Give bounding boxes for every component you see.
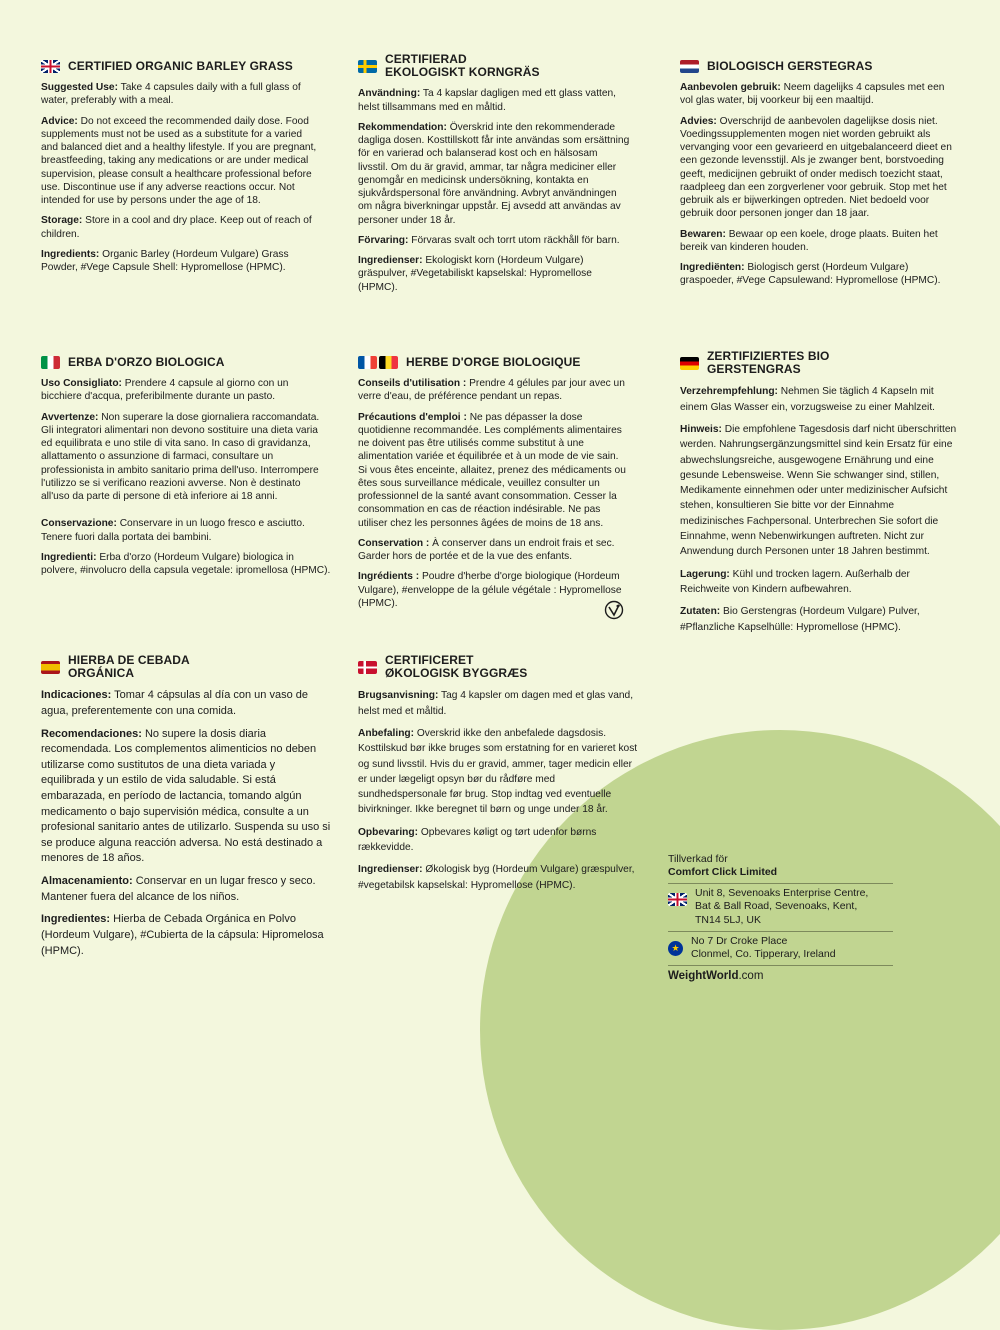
- advice: Recomendaciones: No supere la dosis diaria recomendada. Los complementos alimenticios no deben utilizarse como sustitutos de una dieta variada y equilibrada y un estilo de vida saludable. Si está embarazada, en período de lactancia, tomando algún medicamento o bajo supervisión médica, consulte a un profesional sanitario antes de utilizarlo. Suspenda su uso si se produce alguna reacción adversa. No está destinado a menores de 18 años.: [41, 727, 331, 865]
- section-title: ERBA D'ORZO BIOLOGICA: [68, 355, 225, 369]
- section-title: HIERBA DE CEBADA ORGÁNICA: [68, 653, 190, 681]
- spain-flag-icon: [41, 661, 60, 674]
- section-german: [680, 350, 958, 642]
- eu-address: [668, 931, 893, 965]
- brand-website: WeightWorld.com: [668, 965, 893, 983]
- ingredients: Zutaten: Bio Gerstengras (Hordeum Vulgare) Pulver, #Pflanzliche Kapselhülle: Hypromellose (HPMC).: [680, 606, 920, 633]
- storage: Almacenamiento: Conservar en un lugar fresco y seco. Mantener fuera del alcance de los niños.: [41, 875, 316, 903]
- section-title: ZERTIFIZIERTES BIO GERSTENGRAS: [707, 349, 830, 377]
- suggested-use: Suggested Use: Take 4 capsules daily with a full glass of water, preferably with a meal.: [41, 82, 301, 107]
- storage: Conservation : À conserver dans un endroit frais et sec. Garder hors de portée et de la vue des enfants.: [358, 537, 615, 563]
- suggested-use: Användning: Ta 4 kapslar dagligen med ett glass vatten, helst tillsammans med en måltid.: [358, 88, 617, 113]
- eu-flag-icon: ★: [668, 941, 683, 956]
- address-line: Clonmel, Co. Tipperary, Ireland: [691, 947, 836, 960]
- address-line: Bat & Ball Road, Sevenoaks, Kent,: [695, 900, 858, 913]
- advice: Anbefaling: Overskrid ikke den anbefalede dagsdosis. Kosttilskud bør ikke bruges som erstatning for en varieret kost og sund livsstil. Hvis du er gravid, ammer, tager medicin eller er under lægeligt opsyn bør du rådføre med sundhedspersonale før brug. Stop indtag ved eventuelle bivirkninger. Ikke beregnet til børn og unge under 18 år.: [358, 727, 638, 816]
- address-line: Unit 8, Sevenoaks Enterprise Centre,: [695, 887, 869, 900]
- ingredients: Ingredientes: Hierba de Cebada Orgánica en Polvo (Hordeum Vulgare), #Cubierta de la cápsula: Hipromelosa (HPMC).: [41, 913, 324, 957]
- section-spanish: [41, 654, 331, 966]
- address-line: TN14 5LJ, UK: [695, 913, 761, 926]
- ingredients: Ingredienser: Økologisk byg (Hordeum Vulgare) græspulver, #vegetabilsk kapselskal: Hypromellose (HPMC).: [358, 864, 635, 891]
- made-for-label: Tillverkad för: [668, 853, 728, 865]
- ingredients: Ingrédients : Poudre d'herbe d'orge biologique (Hordeum Vulgare), #enveloppe de la gélule végétale : Hypromellose (HPMC).: [358, 571, 622, 609]
- storage: Bewaren: Bewaar op een koele, droge plaats. Buiten het bereik van kinderen houden.: [680, 228, 938, 253]
- section-dutch: [680, 60, 960, 295]
- address-line: No 7 Dr Croke Place: [691, 934, 788, 947]
- storage: Conservazione: Conservare in un luogo fresco e asciutto. Tenere fuori dalla portata dei bambini.: [41, 518, 305, 543]
- germany-flag-icon: [680, 357, 699, 370]
- denmark-flag-icon: [358, 661, 377, 674]
- france-belgium-flags-icon: [358, 356, 398, 369]
- section-italian: [41, 356, 331, 584]
- ingredients: Ingredients: Organic Barley (Hordeum Vulgare) Grass Powder, #Vege Capsule Shell: Hypromellose (HPMC).: [41, 248, 289, 274]
- section-title: CERTIFIERAD EKOLOGISKT KORNGRÄS: [385, 52, 540, 80]
- section-title: BIOLOGISCH GERSTEGRAS: [707, 59, 873, 73]
- suggested-use: Uso Consigliato: Prendere 4 capsule al giorno con un bicchiere d'acqua, preferibilmente durante un pasto.: [41, 378, 289, 403]
- suggested-use: Brugsanvisning: Tag 4 kapsler om dagen med et glas vand, helst med et måltid.: [358, 690, 634, 717]
- ingredients: Ingredienti: Erba d'orzo (Hordeum Vulgare) biologica in polvere, #involucro della capsula vegetale: ipromellosa (HPMC).: [41, 551, 331, 577]
- section-title: CERTIFICERET ØKOLOGISK BYGGRÆS: [385, 653, 528, 681]
- advice: Hinweis: Die empfohlene Tagesdosis darf nicht überschritten werden. Nahrungsergänzungsmittel sind kein Ersatz für eine abwechslungsreiche, ausgewogene Ernährung und eine gesunde Lebensweise. Wenn Sie schwanger sind, stillen, Medikamente einnehmen oder unter medizinischer Aufsicht stehen, konsultieren Sie bitte vor der Einnahme medizinisches Fachpersonal. Unterbrechen Sie sofort die Einnahme, wenn Nebenwirkungen auftreten. Nicht zur Anwendung durch Personen unter 18 Jahren bestimmt.: [680, 423, 957, 558]
- advice: Avvertenze: Non superare la dose giornaliera raccomandata. Gli integratori alimentari non devono sostituire una dieta varia ed equilibrata e uno stile di vita sano. In caso di gravidanza, allattamento o assunzione di farmaci, consultare un professionista in ambito sanitario prima dell'uso. Interrompere l'utilizzo se si verificano reazioni avverse. Non è destinato all'uso da parte di persone di età inferiore ai 18 anni.: [41, 411, 320, 503]
- vegan-leaf-icon: [604, 600, 624, 625]
- advice: Précautions d'emploi : Ne pas dépasser la dose quotidienne recommandée. Les compléments alimentaires ne doivent pas être utilisés comme substitut à une alimentation variée et équilibrée et à un mode de vie sain. Si vous êtes enceinte, allaitez, prenez des médicaments ou êtes sous surveillance médicale, veuillez consulter un professionnel de la santé avant consommation. Cesser la consommation en cas de réaction indésirable. Ne pas utiliser chez les personnes âgées de moins de 18 ans.: [358, 411, 626, 529]
- suggested-use: Indicaciones: Tomar 4 cápsulas al día con un vaso de agua, preferentemente con una comida.: [41, 689, 308, 717]
- sweden-flag-icon: [358, 60, 377, 73]
- storage: Lagerung: Kühl und trocken lagern. Außerhalb der Reichweite von Kindern aufbewahren.: [680, 568, 910, 595]
- suggested-use: Verzehrempfehlung: Nehmen Sie täglich 4 Kapseln mit einem Glas Wasser ein, vorzugsweise zu einer Mahlzeit.: [680, 386, 935, 413]
- suggested-use: Aanbevolen gebruik: Neem dagelijks 4 capsules met een vol glas water, bij voorkeur bij een maaltijd.: [680, 82, 945, 107]
- netherlands-flag-icon: [680, 60, 699, 73]
- section-french: [358, 356, 628, 617]
- advice: Rekommendation: Överskrid inte den rekommenderade dagliga dosen. Kosttillskott får inte användas som ersättning för en varierad och balanserad kost och en hälsosam livsstil. Om du är gravid, ammar, tar några mediciner eller genomgår en medicinsk undersökning, kontakta en sjukvårdspersonal före användning. Avbryt användningen om några biverkningar uppstår. Ej avsedd att användas av personer under 18 år.: [358, 121, 630, 226]
- advice: Advies: Overschrijd de aanbevolen dagelijkse dosis niet. Voedingssupplementen mogen niet worden gebruikt als vervanging voor een gevarieerd en uitgebalanceerd dieet en een gezonde levensstijl. Als je zwanger bent, borstvoeding geeft, medicijnen gebruikt of onder medisch toezicht staat, raadpleeg dan een zorgverlener voor gebruik. Stop met het gebruik als er bijwerkingen optreden. Niet bedoeld voor gebruik door personen jonger dan 18 jaar.: [680, 115, 952, 220]
- uk-address: [668, 883, 893, 930]
- section-danish: [358, 654, 638, 900]
- uk-flag-icon: [668, 893, 687, 906]
- storage: Storage: Store in a cool and dry place. Keep out of reach of children.: [41, 215, 312, 240]
- company-name: Comfort Click Limited: [668, 866, 778, 879]
- manufacturer-block: [668, 853, 893, 983]
- uk-flag-icon: [41, 60, 60, 73]
- ingredients: Ingredienser: Ekologiskt korn (Hordeum Vulgare) gräspulver, #Vegetabiliskt kapselskal: Hypromellose (HPMC).: [358, 255, 592, 293]
- section-title: CERTIFIED ORGANIC BARLEY GRASS: [68, 59, 293, 73]
- suggested-use: Conseils d'utilisation : Prendre 4 gélules par jour avec un verre d'eau, de préférence pendant un repas.: [358, 378, 625, 403]
- italy-flag-icon: [41, 356, 60, 369]
- section-english: [41, 60, 321, 281]
- ingredients: Ingrediënten: Biologisch gerst (Hordeum Vulgare) graspoeder, #Vege Capsulewand: Hypromellose (HPMC).: [680, 262, 941, 287]
- storage: Opbevaring: Opbevares køligt og tørt udenfor børns rækkevidde.: [358, 826, 597, 854]
- section-swedish: [358, 53, 630, 301]
- france-flag-icon: [358, 356, 377, 369]
- section-title: HERBE D'ORGE BIOLOGIQUE: [406, 355, 581, 369]
- belgium-flag-icon: [379, 356, 398, 369]
- storage: Förvaring: Förvaras svalt och torrt utom räckhåll för barn.: [358, 234, 620, 246]
- advice: Advice: Do not exceed the recommended daily dose. Food supplements must not be used as a substitute for a varied and balanced diet and a healthy lifestyle. If you are pregnant, breastfeeding, taking any medications or are under medical supervision, please consult a healthcare professional before use. Discontinue use if any adverse reactions occur. Not intended for use by persons under the age of 18.: [41, 115, 317, 207]
